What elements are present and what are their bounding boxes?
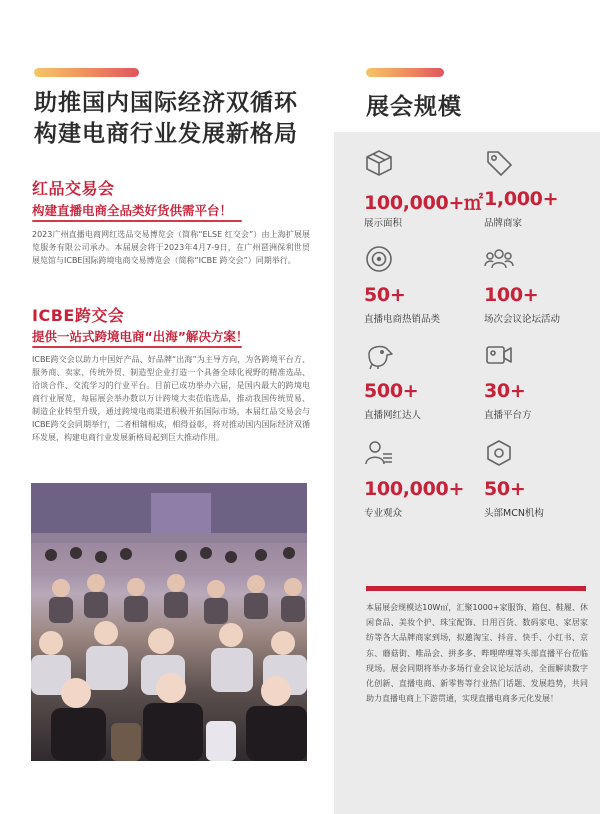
audience-icon	[364, 438, 394, 468]
audience-photo	[31, 483, 307, 761]
section1-body: 2023广州直播电商网红选品交易博览会（简称“ELSE 红交会”）由上海扩展展览服务有限公司承办。本届展会将于2023年4月7-9日，在广州琶洲保利世贸展览馆与ICBE国际跨境电商交易博览会（简称“ICBE 跨交会”）同期举行。	[32, 230, 310, 265]
influencer-head-icon	[364, 340, 394, 370]
stat-value: 50+	[364, 284, 406, 306]
stat-label: 专业观众	[364, 508, 403, 519]
stat-label: 头部MCN机构	[484, 508, 544, 519]
page-title-line-2: 构建电商行业发展新格局	[34, 121, 298, 147]
section1-heading: 红品交易会	[32, 176, 115, 199]
section2-subheading: 提供一站式跨境电商“出海”解决方案！	[32, 329, 249, 344]
target-icon	[364, 244, 394, 274]
summary-divider	[366, 586, 586, 591]
stat-value: 100,000+㎡	[364, 192, 483, 214]
video-camera-icon	[484, 340, 514, 370]
accent-bar-right	[366, 68, 444, 77]
stat-label: 展示面积	[364, 218, 403, 229]
section2-underline	[32, 346, 242, 348]
stat-label: 直播电商热销品类	[364, 314, 441, 325]
stat-value: 100,000+	[364, 478, 465, 500]
price-tag-icon	[484, 148, 514, 178]
stat-value: 500+	[364, 380, 419, 402]
stat-label: 场次会议论坛活动	[484, 314, 561, 325]
section1-underline	[32, 220, 242, 222]
hexagon-icon	[484, 438, 514, 468]
page-title	[34, 88, 298, 150]
stat-value: 1,000+	[484, 188, 559, 210]
stat-label: 直播平台方	[484, 410, 532, 421]
page-title-line-1: 助推国内国际经济双循环	[34, 90, 298, 116]
section1-subheading: 构建直播电商全品类好货供需平台！	[32, 203, 233, 218]
stat-label: 品牌商家	[484, 218, 523, 229]
stat-label: 直播网红达人	[364, 410, 422, 421]
stat-value: 100+	[484, 284, 539, 306]
stats-panel	[334, 132, 600, 814]
people-group-icon	[484, 244, 514, 274]
stat-value: 30+	[484, 380, 526, 402]
cube-icon	[364, 148, 394, 178]
scale-title: 展会规模	[366, 94, 462, 120]
section2-heading: ICBE跨交会	[32, 303, 124, 326]
audience-photo-illustration	[31, 483, 307, 761]
stat-value: 50+	[484, 478, 526, 500]
section2-body: ICBE跨交会以助力中国好产品、好品牌“出海”为主导方向，为各跨境平台方、服务商、卖家、传统外贸、制造型企业打造一个具备全球化视野的精准选品、洽谈合作、交流学习的行业平台。目前已成功举办六届，是国内最大的跨境电商行业展览，每届展会举办数以万计跨境大卖莅临选品，推动我国传统贸易、制造企业转型升级，通过跨境电商渠道积极开拓国际市场。本届红品交易会与ICBE跨交会同期举行，二者相辅相成，相得益彰，将对推动国内国际经济双循环发展，构建电商行业发展新格局起到巨大推动作用。	[32, 355, 310, 442]
scale-summary: 本届展会规模达10W㎡，汇聚1000+家服饰、箱包、鞋履、休闲食品、美妆个护、珠宝配饰、日用百货、数码家电、家居家纺等各大品牌商家到场，拟邀淘宝、抖音、快手、小红书、京东、蘑菇街、唯品会、拼多多、哔哩哔哩等头部直播平台莅临现场。展会同期将举办多场行业会议论坛活动，全面解读数字化创新、直播电商、新零售等行业热门话题、发展趋势，共同助力直播电商上下游贯通，实现直播电商多元化发展！	[366, 603, 588, 704]
accent-bar-left	[34, 68, 139, 77]
